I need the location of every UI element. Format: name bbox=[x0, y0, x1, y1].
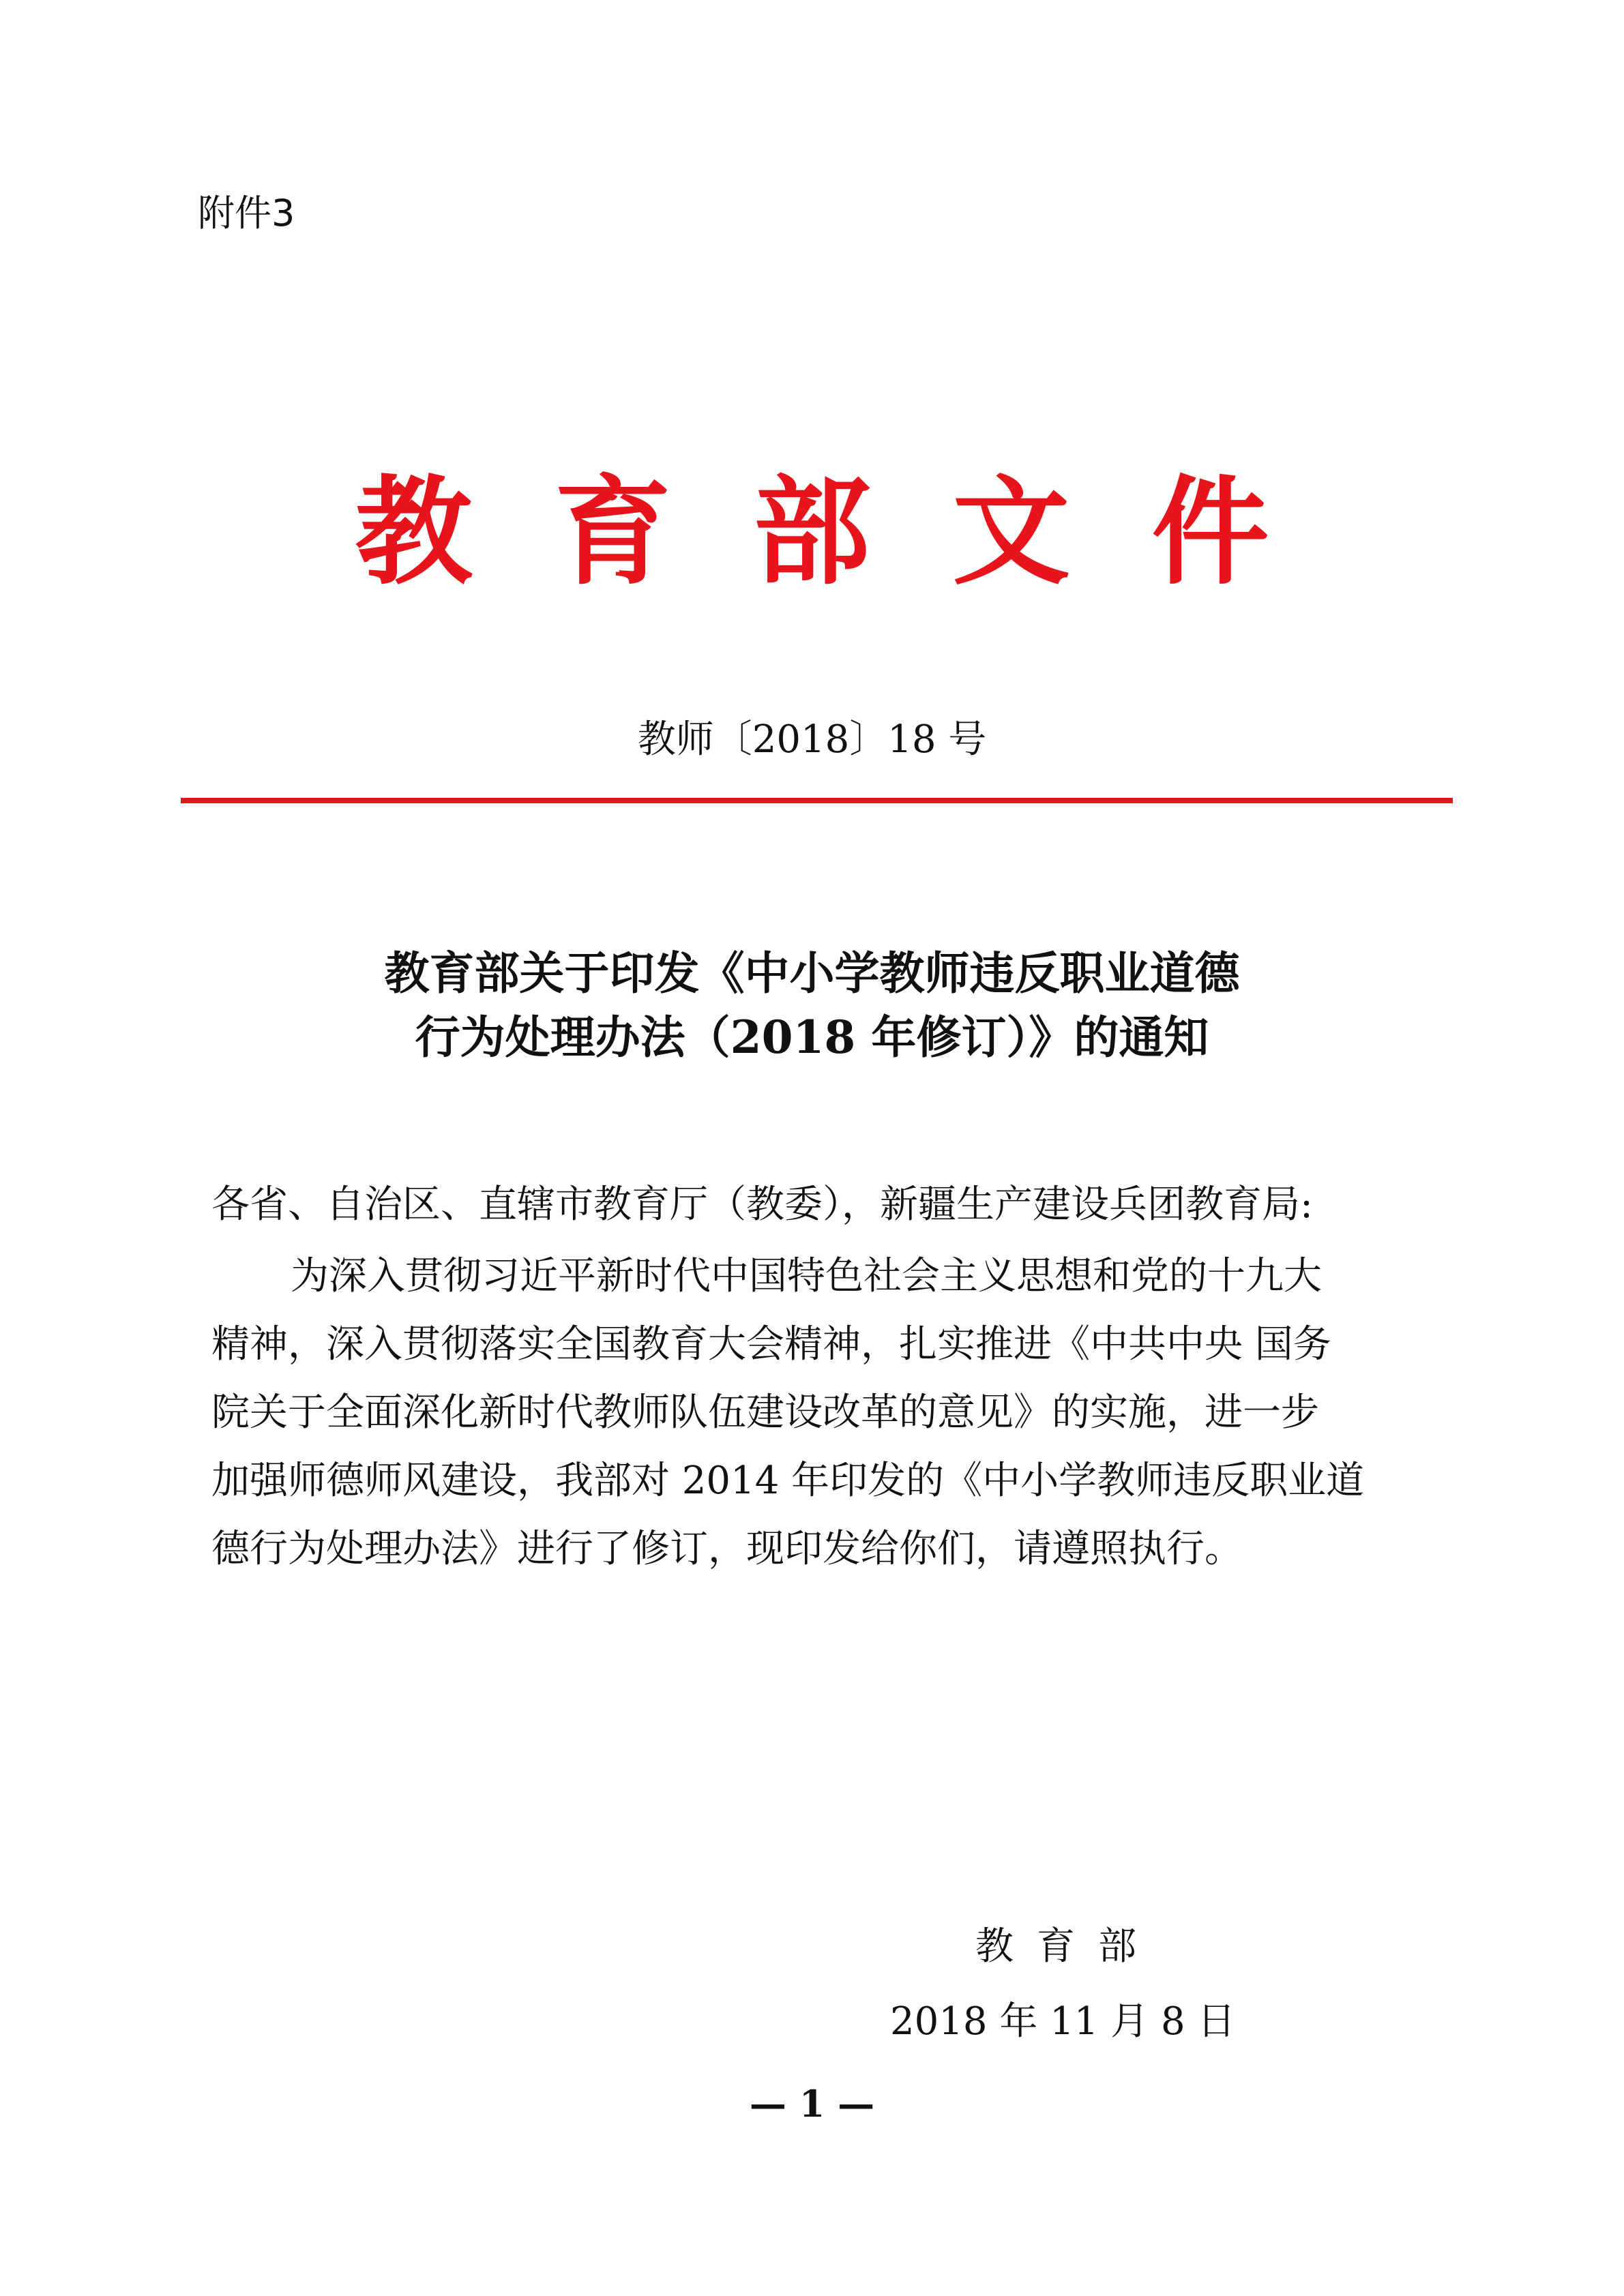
document-title bbox=[0, 941, 1624, 1069]
body-line-2: 精神，深入贯彻落实全国教育大会精神，扎实推进《中共中央 国务 bbox=[211, 1322, 1331, 1367]
body-line-1: 为深入贯彻习近平新时代中国特色社会主义思想和党的十九大 bbox=[291, 1254, 1322, 1298]
document-masthead: 教育部文件 bbox=[355, 462, 1351, 601]
page-number: — 1 — bbox=[749, 2082, 875, 2126]
salutation: 各省、自治区、直辖市教育厅（教委），新疆生产建设兵团教育局: bbox=[211, 1182, 1313, 1227]
body-line-4: 加强师德师风建设，我部对 2014 年印发的《中小学教师违反职业道 bbox=[211, 1459, 1365, 1503]
title-line-2: 行为处理办法（2018 年修订）》的通知 bbox=[415, 1011, 1209, 1064]
body-line-3: 院关于全面深化新时代教师队伍建设改革的意见》的实施，进一步 bbox=[211, 1390, 1319, 1435]
issue-date: 2018 年 11 月 8 日 bbox=[890, 1999, 1236, 2044]
attachment-label: 附件3 bbox=[198, 192, 295, 235]
body-line-5: 德行为处理办法》进行了修订，现印发给你们，请遵照执行。 bbox=[211, 1527, 1243, 1571]
body-paragraph bbox=[211, 1242, 1364, 1583]
red-divider-rule bbox=[181, 798, 1453, 803]
title-line-1: 教育部关于印发《中小学教师违反职业道德 bbox=[384, 946, 1240, 1000]
issuer-signature: 教育部 bbox=[975, 1924, 1160, 1969]
document-number: 教师〔2018〕18 号 bbox=[637, 717, 987, 762]
